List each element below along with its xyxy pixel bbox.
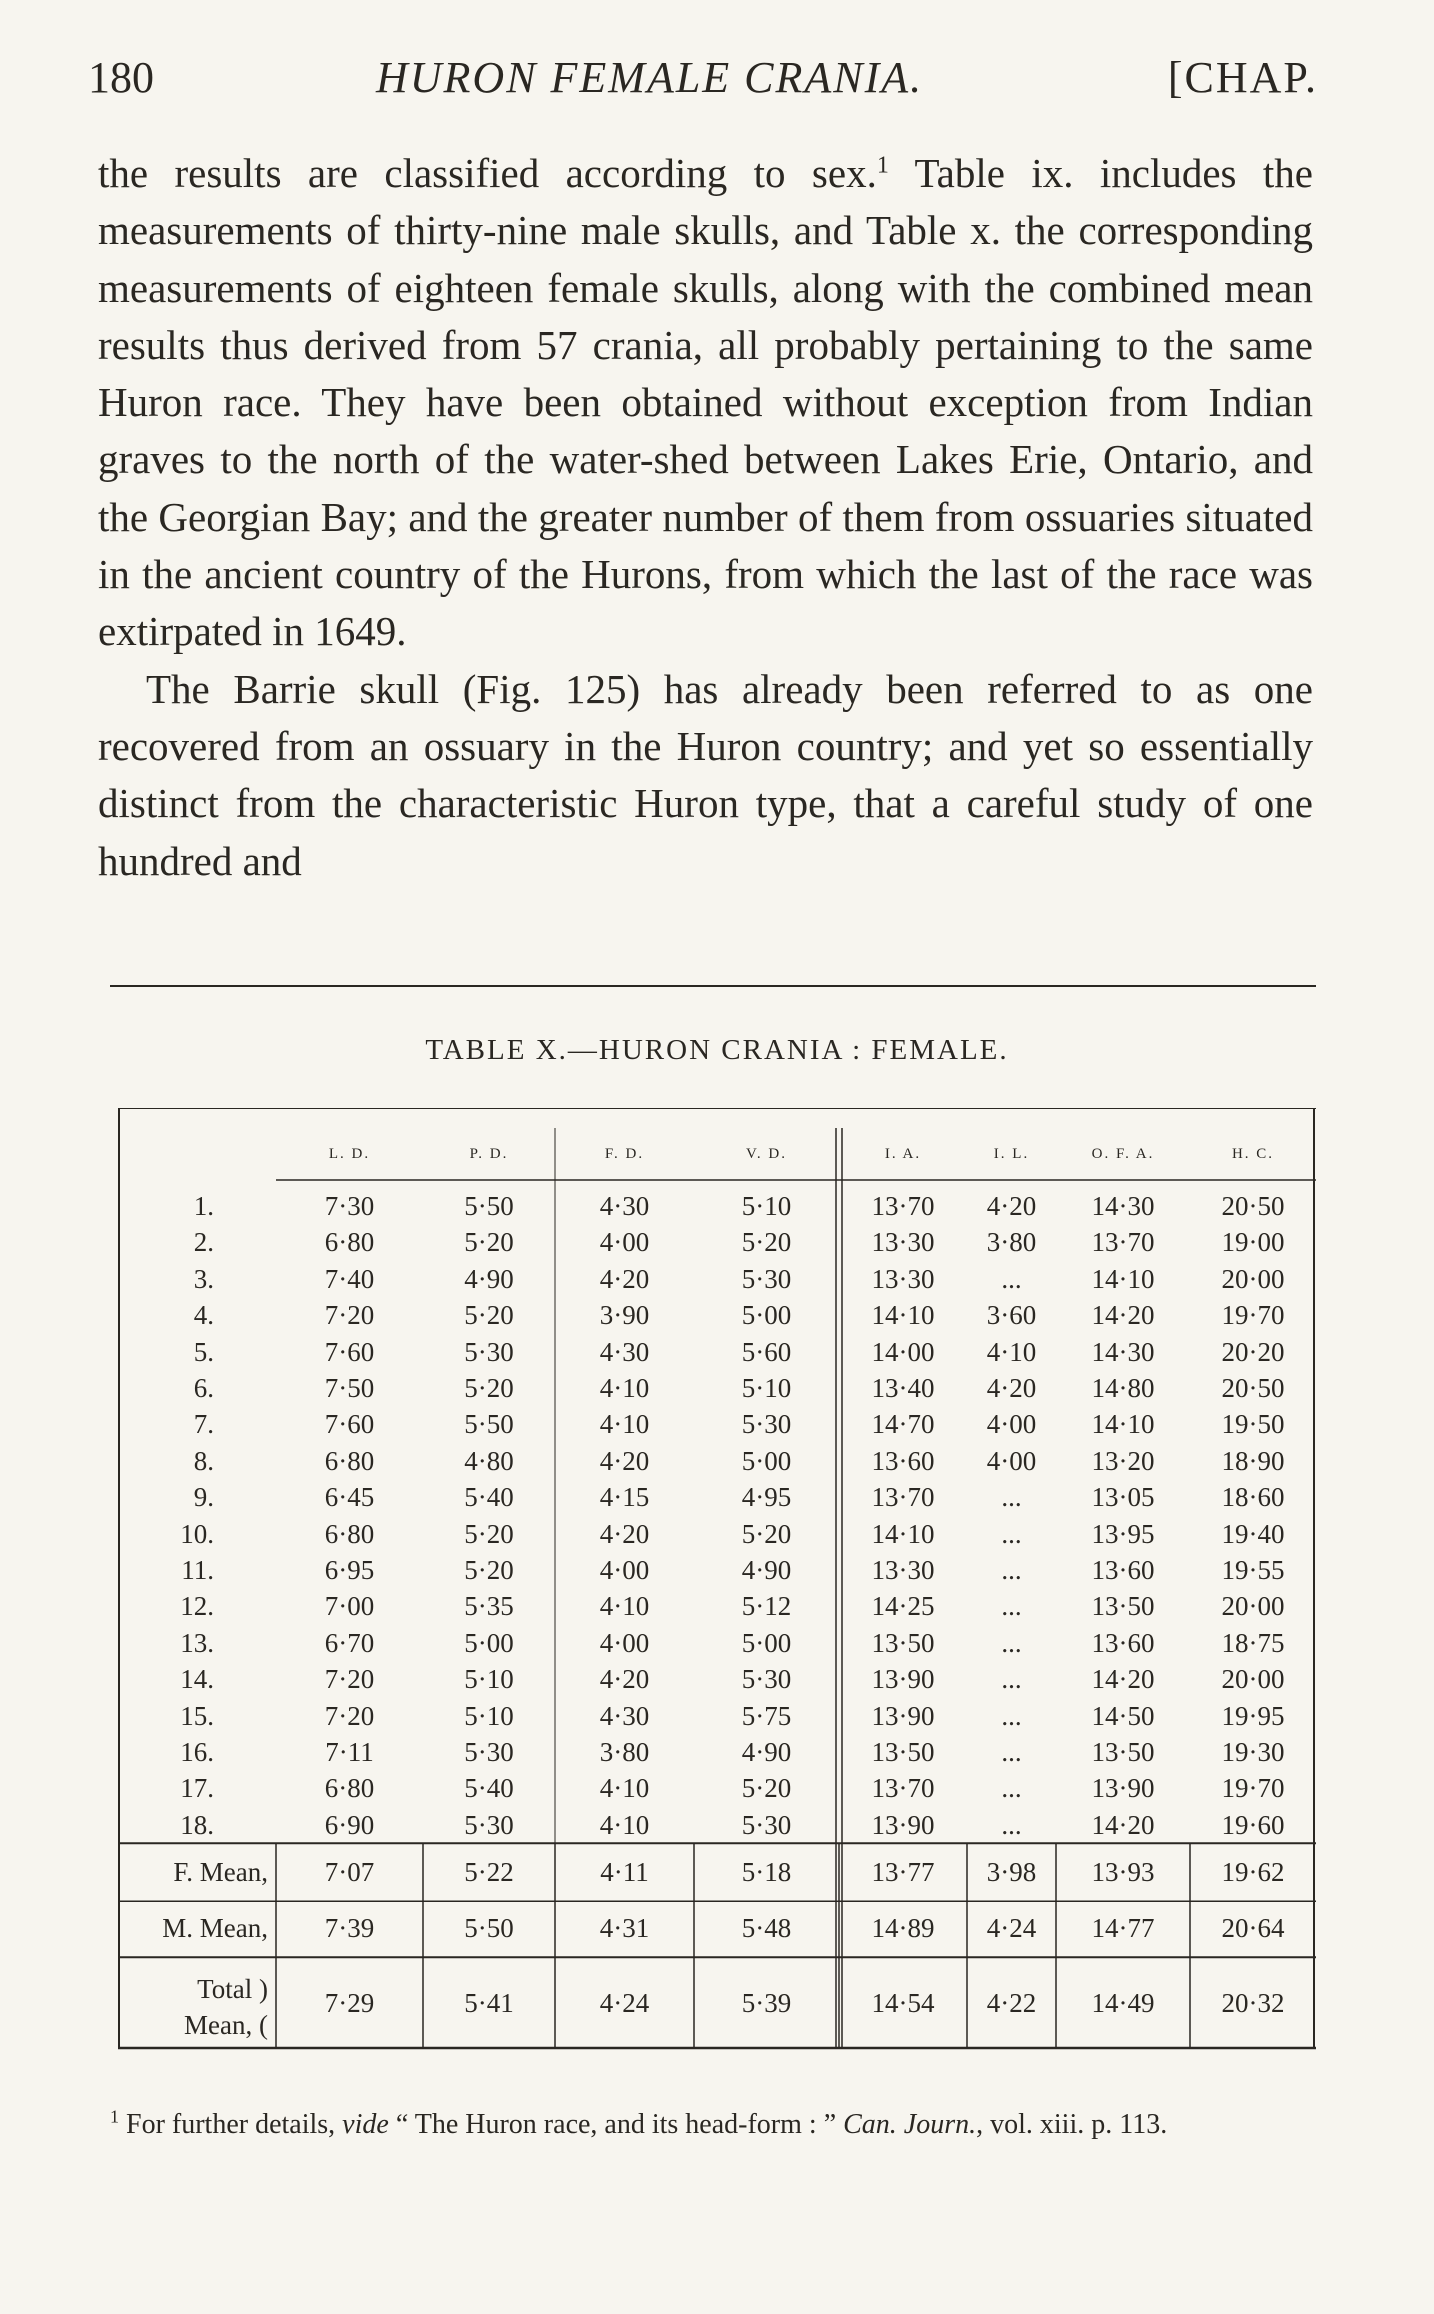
column-header: I. A. <box>884 1146 922 1162</box>
table-cell: 3·60 <box>986 1300 1037 1331</box>
total-cell: 5·39 <box>741 1988 792 2019</box>
table-cell: 7·20 <box>324 1300 375 1331</box>
column-header: L. D. <box>328 1146 371 1162</box>
table-cell: 5·20 <box>741 1773 792 1804</box>
table-cell: 6·70 <box>324 1627 375 1658</box>
footnote-mark: 1 <box>110 2106 119 2127</box>
table-cell: 3·90 <box>599 1300 650 1331</box>
table-cell: 13·70 <box>1091 1227 1155 1258</box>
table-cell: 14·30 <box>1091 1336 1155 1367</box>
table-title: TABLE X.—HURON CRANIA : FEMALE. <box>425 1034 1009 1066</box>
table-cell: 13·95 <box>1091 1518 1155 1549</box>
table-cell: ... <box>1001 1591 1022 1622</box>
paragraph-2: The Barrie skull (Fig. 125) has already been referred to as one recovered from an ossuary in the Huron country; and yet so essentially distinct from the characteristic Huron type, that a careful study of one hundred and <box>98 665 1313 884</box>
table-cell: 13·90 <box>871 1700 935 1731</box>
table-cell: 4·00 <box>599 1227 650 1258</box>
row-label: 15. <box>180 1700 214 1731</box>
table-cell: 5·00 <box>464 1627 514 1658</box>
table-cell: 4·10 <box>599 1809 650 1840</box>
section-rule <box>110 985 1316 987</box>
table-cell: ... <box>1001 1263 1022 1294</box>
table-cell: 4·10 <box>986 1336 1037 1367</box>
row-label: 11. <box>181 1555 214 1585</box>
table-cell: 13·30 <box>871 1555 935 1585</box>
table-cell: 13·60 <box>1091 1555 1155 1585</box>
paragraph-1-start: the results are classified according to sex. <box>98 150 877 196</box>
table-cell: 5·20 <box>464 1518 514 1549</box>
table-cell: 19·30 <box>1221 1737 1285 1767</box>
table-cell: 19·70 <box>1221 1773 1285 1804</box>
table-cell: 19·00 <box>1221 1227 1285 1258</box>
table-cell: 4·10 <box>599 1409 650 1440</box>
table-cell: 5·30 <box>464 1737 514 1767</box>
row-label: 5. <box>193 1336 214 1367</box>
table-cell: 5·20 <box>741 1227 792 1258</box>
paragraph-1 <box>98 145 1313 661</box>
table-cell: 4·00 <box>599 1627 650 1658</box>
row-label: 6. <box>193 1373 214 1403</box>
total-cell: 14·54 <box>871 1988 935 2019</box>
summary-cell: 5·48 <box>741 1913 792 1944</box>
table-cell: ... <box>1001 1700 1022 1731</box>
table-cell: 7·20 <box>324 1700 375 1731</box>
table-cell: 19·60 <box>1221 1809 1285 1840</box>
table-cell: 13·20 <box>1091 1445 1155 1476</box>
table-cell: 13·30 <box>871 1227 935 1258</box>
table-cell: 5·20 <box>464 1300 514 1331</box>
table-cell: 13·30 <box>871 1263 935 1294</box>
table-cell: 4·00 <box>986 1445 1037 1476</box>
table-cell: 13·90 <box>871 1664 935 1695</box>
page-header <box>88 52 1318 116</box>
table-cell: 14·10 <box>871 1300 935 1331</box>
footnote-vide: vide <box>342 2109 389 2140</box>
crania-table <box>118 1108 1316 2062</box>
table-cell: 7·50 <box>324 1373 375 1403</box>
total-cell: 7·29 <box>324 1988 375 2019</box>
summary-cell: 7·07 <box>324 1857 375 1888</box>
table-cell: 3·80 <box>986 1227 1037 1258</box>
table-cell: 5·30 <box>464 1336 514 1367</box>
summary-label: F. Mean, <box>173 1857 268 1888</box>
table-cell: 13·60 <box>871 1445 935 1476</box>
table-cell: 6·80 <box>324 1227 375 1258</box>
table-cell: 4·80 <box>464 1445 514 1476</box>
table-cell: 4·90 <box>741 1737 792 1767</box>
table-cell: 14·00 <box>871 1336 935 1367</box>
table-cell: 3·80 <box>599 1737 650 1767</box>
column-header: H. C. <box>1231 1146 1275 1162</box>
summary-cell: 13·93 <box>1091 1857 1155 1888</box>
summary-cell: 4·24 <box>986 1913 1037 1944</box>
table-cell: ... <box>1001 1737 1022 1767</box>
table-cell: 4·30 <box>599 1336 650 1367</box>
summary-cell: 3·98 <box>986 1857 1037 1888</box>
row-label: 18. <box>180 1809 214 1840</box>
table-cell: 4·20 <box>986 1373 1037 1403</box>
table-cell: 20·50 <box>1221 1373 1285 1403</box>
table-cell: 5·20 <box>464 1227 514 1258</box>
page-number: 180 <box>88 53 154 102</box>
column-header: O. F. A. <box>1091 1146 1155 1162</box>
table-cell: 6·45 <box>324 1482 375 1513</box>
row-label: 17. <box>180 1773 214 1804</box>
total-cell: 4·22 <box>986 1988 1037 2019</box>
table-cell: 7·60 <box>324 1336 375 1367</box>
table-cell: 4·20 <box>599 1445 650 1476</box>
table-cell: 4·90 <box>464 1263 514 1294</box>
summary-cell: 5·22 <box>464 1857 514 1888</box>
table-cell: 5·35 <box>464 1591 514 1622</box>
row-label: 10. <box>180 1518 214 1549</box>
table-cell: 19·70 <box>1221 1300 1285 1331</box>
table-cell: 5·75 <box>741 1700 792 1731</box>
table-cell: 14·80 <box>1091 1373 1155 1403</box>
summary-cell: 14·77 <box>1091 1913 1155 1944</box>
footnote-ref[interactable]: 1 <box>876 152 889 179</box>
table-cell: 18·60 <box>1221 1482 1285 1513</box>
footnote-journal: Can. Journ. <box>843 2109 977 2140</box>
table-cell: 4·20 <box>986 1191 1037 1221</box>
summary-label: M. Mean, <box>162 1913 268 1944</box>
total-label-line1: Total ) <box>197 1974 268 2005</box>
total-cell: 14·49 <box>1091 1988 1155 2019</box>
table-cell: 6·90 <box>324 1809 375 1840</box>
table-cell: 4·10 <box>599 1773 650 1804</box>
summary-cell: 14·89 <box>871 1913 935 1944</box>
table-cell: 5·30 <box>741 1809 792 1840</box>
table-cell: 20·00 <box>1221 1591 1285 1622</box>
table-cell: ... <box>1001 1555 1022 1585</box>
table-cell: 14·20 <box>1091 1300 1155 1331</box>
table-cell: 5·50 <box>464 1191 514 1221</box>
table-cell: ... <box>1001 1627 1022 1658</box>
table-cell: 20·20 <box>1221 1336 1285 1367</box>
row-label: 8. <box>193 1445 214 1476</box>
table-cell: 7·30 <box>324 1191 375 1221</box>
total-cell: 4·24 <box>599 1988 650 2019</box>
table-cell: 7·00 <box>324 1591 375 1622</box>
table-cell: 6·80 <box>324 1518 375 1549</box>
table-cell: 13·60 <box>1091 1627 1155 1658</box>
table-cell: 14·10 <box>1091 1409 1155 1440</box>
table-cell: 5·12 <box>741 1591 792 1622</box>
table-cell: 4·30 <box>599 1191 650 1221</box>
table-cell: 4·95 <box>741 1482 792 1513</box>
table-cell: 13·90 <box>871 1809 935 1840</box>
table-cell: 4·20 <box>599 1263 650 1294</box>
table-cell: 5·00 <box>741 1300 792 1331</box>
footnote-text-a: For further details, <box>119 2109 343 2140</box>
column-header: V. D. <box>746 1146 787 1162</box>
table-cell: 5·40 <box>464 1482 514 1513</box>
table-cell: 5·30 <box>464 1809 514 1840</box>
table-cell: 13·50 <box>1091 1591 1155 1622</box>
body-text <box>98 145 1313 890</box>
paragraph-1-rest: Table ix. includes the measurements of thirty-nine male skulls, and Table x. the corresponding measurements of eighteen female skulls, along with the combined mean results thus derived from 57 crania, all probably pertaining to the same Huron race. They have been obtained without exception from Indian graves to the north of the water-shed between Lakes Erie, Ontario, and the Georgian Bay; and the greater number of them from ossuaries situated in the ancient country of the Hurons, from which the last of the race was extirpated in 1649. <box>98 150 1314 655</box>
footnote-text-c: , vol. xiii. p. 113. <box>976 2109 1168 2140</box>
table-cell: 5·30 <box>741 1664 792 1695</box>
table-cell: 13·05 <box>1091 1482 1155 1513</box>
table-cell: ... <box>1001 1809 1022 1840</box>
total-cell: 20·32 <box>1221 1988 1285 2019</box>
summary-cell: 4·31 <box>599 1913 650 1944</box>
table-cell: 4·10 <box>599 1591 650 1622</box>
table-cell: 19·50 <box>1221 1409 1285 1440</box>
table-cell: 5·00 <box>741 1445 792 1476</box>
summary-cell: 4·11 <box>600 1857 649 1888</box>
table-cell: 13·50 <box>871 1737 935 1767</box>
table-cell: 13·70 <box>871 1773 935 1804</box>
table-cell: 13·50 <box>871 1627 935 1658</box>
table-cell: 4·30 <box>599 1700 650 1731</box>
table-cell: 7·40 <box>324 1263 375 1294</box>
table-cell: 20·50 <box>1221 1191 1285 1221</box>
table-cell: 5·20 <box>464 1555 514 1585</box>
table-cell: 5·30 <box>741 1263 792 1294</box>
table-cell: 4·00 <box>599 1555 650 1585</box>
table-cell: 4·15 <box>599 1482 650 1513</box>
table-cell: 6·95 <box>324 1555 375 1585</box>
table-cell: 18·75 <box>1221 1627 1285 1658</box>
row-label: 4. <box>193 1300 214 1331</box>
row-label: 7. <box>193 1409 214 1440</box>
table-cell: 13·40 <box>871 1373 935 1403</box>
row-label: 13. <box>180 1627 214 1658</box>
table-cell: 14·30 <box>1091 1191 1155 1221</box>
summary-cell: 20·64 <box>1221 1913 1285 1944</box>
table-cell: 5·10 <box>741 1191 792 1221</box>
table-cell: 19·55 <box>1221 1555 1285 1585</box>
table-cell: ... <box>1001 1518 1022 1549</box>
table-cell: 5·60 <box>741 1336 792 1367</box>
table-cell: 5·10 <box>464 1700 514 1731</box>
footnote <box>110 2102 1320 2148</box>
table-cell: 7·60 <box>324 1409 375 1440</box>
table-cell: 5·50 <box>464 1409 514 1440</box>
table-cell: 14·10 <box>1091 1263 1155 1294</box>
footnote-text-b: “ The Huron race, and its head-form : ” <box>388 2109 844 2140</box>
row-label: 1. <box>193 1191 214 1221</box>
table-cell: 6·80 <box>324 1773 375 1804</box>
table-cell: 4·00 <box>986 1409 1037 1440</box>
table-cell: 5·30 <box>741 1409 792 1440</box>
column-header: F. D. <box>604 1146 645 1162</box>
table-cell: 20·00 <box>1221 1263 1285 1294</box>
total-cell: 5·41 <box>464 1988 514 2019</box>
table-cell: 14·25 <box>871 1591 935 1622</box>
table-cell: 13·90 <box>1091 1773 1155 1804</box>
summary-cell: 7·39 <box>324 1913 375 1944</box>
row-label: 9. <box>193 1482 214 1513</box>
row-label: 3. <box>193 1263 214 1294</box>
table-cell: 14·10 <box>871 1518 935 1549</box>
table-cell: 7·11 <box>325 1737 374 1767</box>
table-cell: ... <box>1001 1773 1022 1804</box>
chapter-marker: [CHAP. <box>1167 53 1318 102</box>
table-cell: 5·10 <box>741 1373 792 1403</box>
table-cell: 5·00 <box>741 1627 792 1658</box>
table-cell: 5·20 <box>741 1518 792 1549</box>
table-cell: 19·40 <box>1221 1518 1285 1549</box>
summary-cell: 19·62 <box>1221 1857 1285 1888</box>
column-header: I. L. <box>993 1146 1030 1162</box>
summary-cell: 5·18 <box>741 1857 792 1888</box>
summary-cell: 13·77 <box>871 1857 935 1888</box>
table-cell: 4·20 <box>599 1664 650 1695</box>
row-label: 14. <box>180 1664 214 1695</box>
table-cell: 5·10 <box>464 1664 514 1695</box>
table-cell: 13·70 <box>871 1191 935 1221</box>
summary-cell: 5·50 <box>464 1913 514 1944</box>
table-cell: 13·70 <box>871 1482 935 1513</box>
table-cell: 14·50 <box>1091 1700 1155 1731</box>
table-cell: 13·50 <box>1091 1737 1155 1767</box>
table-cell: ... <box>1001 1664 1022 1695</box>
table-cell: 14·70 <box>871 1409 935 1440</box>
running-title: HURON FEMALE CRANIA. <box>376 53 924 102</box>
table-cell: 14·20 <box>1091 1809 1155 1840</box>
table-cell: 19·95 <box>1221 1700 1285 1731</box>
total-label-line2: Mean, ( <box>184 2010 268 2041</box>
row-label: 16. <box>180 1737 214 1767</box>
table-cell: 5·20 <box>464 1373 514 1403</box>
column-header: P. D. <box>469 1146 509 1162</box>
table-cell: 14·20 <box>1091 1664 1155 1695</box>
table-cell: 6·80 <box>324 1445 375 1476</box>
table-cell: 5·40 <box>464 1773 514 1804</box>
row-label: 12. <box>180 1591 214 1622</box>
table-cell: 4·10 <box>599 1373 650 1403</box>
table-cell: 7·20 <box>324 1664 375 1695</box>
row-label: 2. <box>193 1227 214 1258</box>
table-cell: 4·20 <box>599 1518 650 1549</box>
table-cell: 4·90 <box>741 1555 792 1585</box>
table-cell: 18·90 <box>1221 1445 1285 1476</box>
table-cell: ... <box>1001 1482 1022 1513</box>
table-cell: 20·00 <box>1221 1664 1285 1695</box>
